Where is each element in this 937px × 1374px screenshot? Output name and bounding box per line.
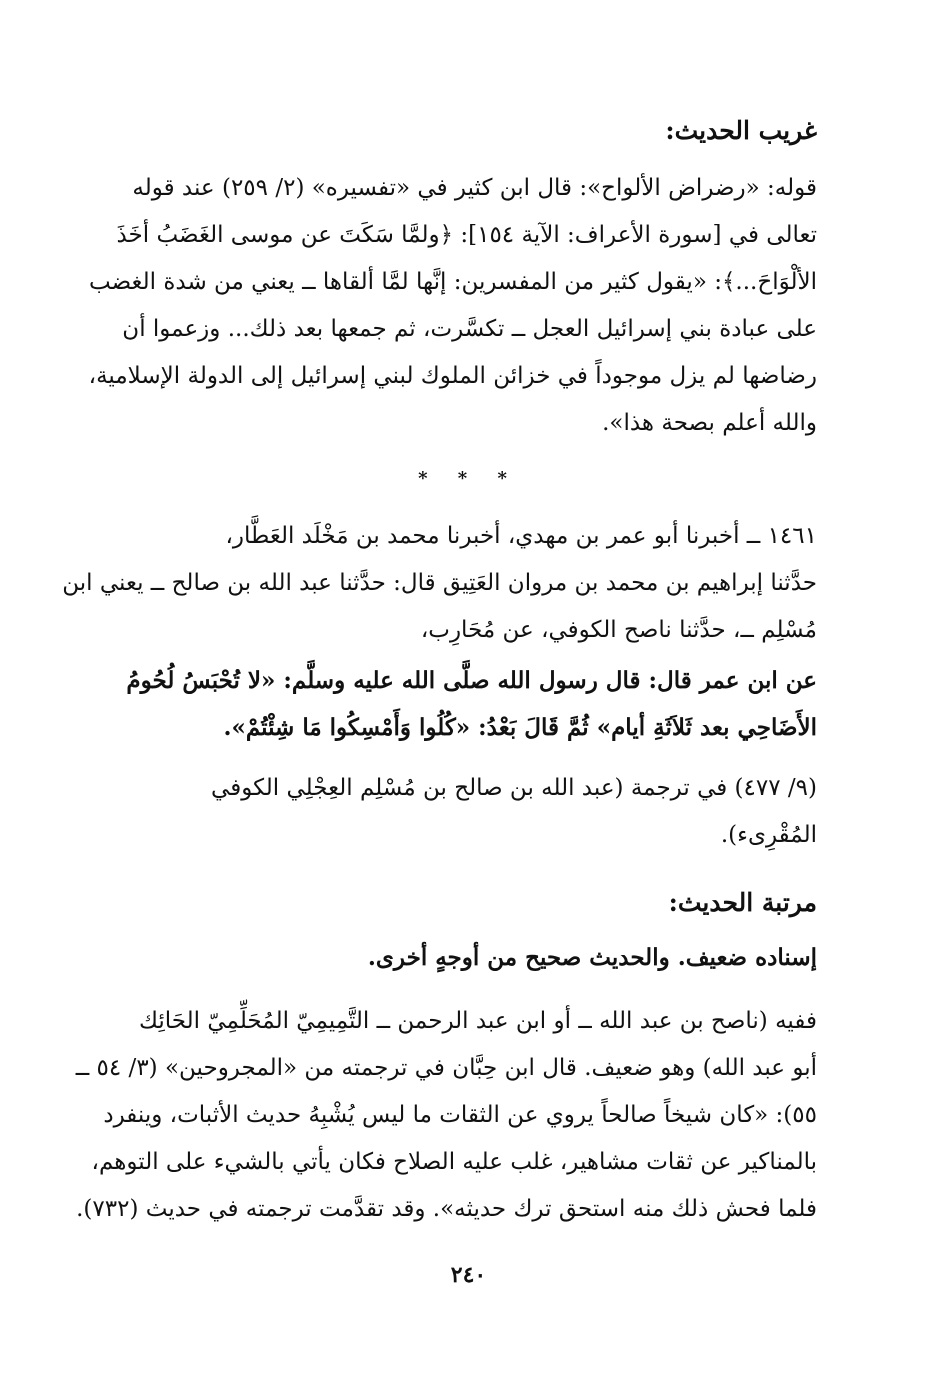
hadith-matn [117, 657, 817, 751]
rutba-heading: مرتبة الحديث: [668, 888, 817, 917]
rutba-line: فلما فحش ذلك منه استحق ترك حديثه». وقد تقدَّمت ترجمته في حديث (٧٣٢). [76, 1196, 817, 1222]
isnad-line: ١٤٦١ ــ أخبرنا أبو عمر بن مهدي، أخبرنا محمد بن مَخْلَد العَطَّار، [225, 523, 817, 549]
gharib-line: والله أعلم بصحة هذا». [602, 410, 817, 436]
reference-line: (٩/ ٤٧٧) في ترجمة (عبد الله بن صالح بن مُسْلِم العِجْلِي الكوفي [211, 775, 817, 801]
rutba-line: ٥٥): «كان شيخاً صالحاً يروي عن الثقات ما ليس يُشْبِهُ حديث الأثبات، وينفرد [103, 1102, 817, 1128]
gharib-line: على عبادة بني إسرائيل العجل ــ تكسَّرت، ثم جمعها بعد ذلك... وزعموا أن [122, 316, 817, 342]
gharib-heading: غريب الحديث: [665, 116, 817, 145]
rutba-line: ففيه (ناصح بن عبد الله ــ أو ابن عبد الرحمن ــ التَّمِيمِيّ المُحَلِّمِيّ الحَائِك [139, 1008, 817, 1034]
matn-line: الأَضَاحِي بعد ثَلاَثَةِ أيام» ثُمَّ قَالَ بَعْدُ: «كُلُوا وَأَمْسِكُوا مَا شِئْتُمْ». [223, 714, 817, 741]
rutba-line: أبو عبد الله) وهو ضعيف. قال ابن حِبَّان في ترجمته من «المجروحين» (٣/ ٥٤ ــ [75, 1055, 817, 1081]
page-number: ٢٤٠ [450, 1262, 487, 1288]
gharib-line: الألْوَاحَ...﴾: «يقول كثير من المفسرين: إنَّها لمَّا ألقاها ــ يعني من شدة الغضب [89, 269, 817, 295]
gharib-line: تعالى في [سورة الأعراف: الآية ١٥٤]: ﴿ولمَّا سَكَتَ عن موسى الغَضَبُ أخَذَ [116, 222, 817, 248]
hadith-isnad [62, 513, 817, 654]
gharib-paragraph [88, 165, 817, 447]
gharib-line: رضاضها لم يزل موجوداً في خزائن الملوك لبني إسرائيل إلى الدولة الإسلامية، [88, 363, 817, 389]
gharib-line: قوله: «رضراض الألواح»: قال ابن كثير في «تفسيره» (٢/ ٢٥٩) عند قوله [132, 175, 817, 201]
rutba-verdict [117, 934, 817, 981]
matn-line: عن ابن عمر قال: قال رسول الله صلَّى الله عليه وسلَّم: «لا تُحْبَسُ لُحُومُ [126, 667, 817, 694]
rutba-paragraph [75, 998, 817, 1233]
rutba-line: بالمناكير عن ثقات مشاهير، غلب عليه الصلاح فكان يأتي بالشيء على التوهم، [91, 1149, 817, 1175]
hadith-reference [117, 765, 817, 859]
reference-line: المُقْرِىء). [720, 822, 817, 848]
verdict-line: إسناده ضعيف. والحديث صحيح من أوجهٍ أخرى. [367, 944, 817, 971]
section-separator: * * * [418, 468, 519, 489]
isnad-line: مُسْلِم ــ، حدَّثنا ناصح الكوفي، عن مُحَارِب، [420, 617, 817, 643]
isnad-line: حدَّثنا إبراهيم بن محمد بن مروان العَتِيق قال: حدَّثنا عبد الله بن صالح ــ يعني ابن [62, 570, 817, 596]
